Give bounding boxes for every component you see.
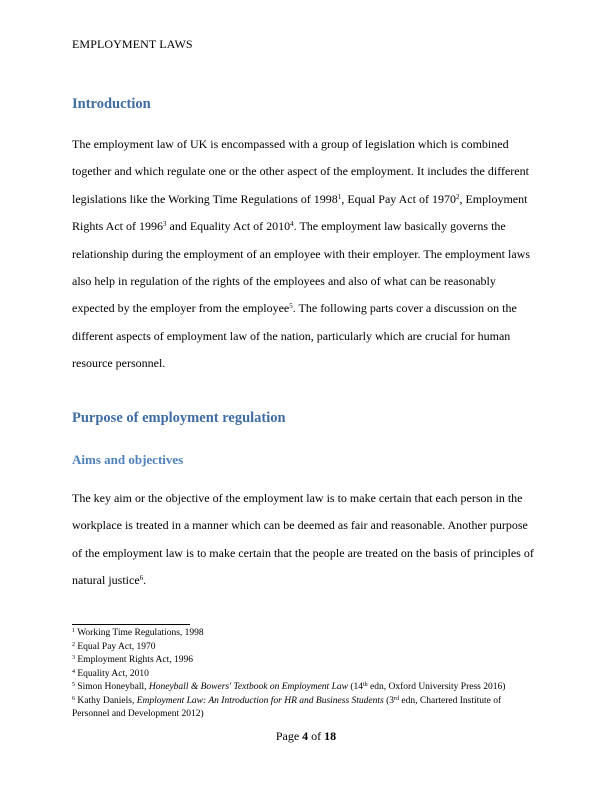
footnote-2: $^2$ Equal Pay Act, 1970 xyxy=(72,641,156,652)
footnote-5: $^5$ Simon Honeyball, Honeyball & Bowers' Textbook on Employment Law (14th edn, Oxford University Press 2016) xyxy=(72,682,506,692)
intro-line: Rights Act of 1996$^3$ and Equality Act of 2010$^4$. The employment law basically governs the xyxy=(72,219,506,234)
footnote-separator xyxy=(72,624,190,625)
section-heading-introduction: Introduction xyxy=(72,96,151,112)
intro-line: expected by the employer from the employee$^5$. The following parts cover a discussion on the xyxy=(72,301,517,316)
footnotes xyxy=(72,627,542,722)
footnote-ref: 2 xyxy=(455,192,460,201)
purpose-paragraph xyxy=(72,485,542,595)
section-heading-purpose: Purpose of employment regulation xyxy=(72,410,286,426)
purpose-line: natural justice$^6$. xyxy=(72,573,147,588)
footnote-3: $^3$ Employment Rights Act, 1996 xyxy=(72,655,193,665)
purpose-line: of the employment law is to make certain that the people are treated on the basis of principles of xyxy=(72,545,534,560)
page-number-footer: Page 4 of 18 xyxy=(275,729,337,743)
intro-line: different aspects of employment law of the nation, particularly which are crucial for human xyxy=(72,328,511,343)
intro-line: legislations like the Working Time Regulations of 1998$^1$, Equal Pay Act of 1970$^2$, Employment xyxy=(72,191,528,206)
footnote-6: $^6$ Kathy Daniels, Employment Law: An Introduction for HR and Business Students (3rd edn, Chartered Institute of xyxy=(72,695,502,706)
footnote-ref: 5 xyxy=(289,302,293,311)
running-header: EMPLOYMENT LAWS xyxy=(72,37,193,51)
purpose-line: The key aim or the objective of the employment law is to make certain that each person in the xyxy=(72,491,523,505)
intro-line: The employment law of UK is encompassed with a group of legislation which is combined xyxy=(72,137,509,151)
footnote-ref: 3 xyxy=(163,220,167,229)
intro-line: together and which regulate one or the other aspect of the employment. It includes the different xyxy=(72,164,529,179)
footnote-4: $^4$ Equality Act, 2010 xyxy=(72,668,149,679)
footnote-6-continued: Personnel and Development 2012) xyxy=(72,709,204,719)
footnote-ref: 1 xyxy=(337,192,342,201)
purpose-line: workplace is treated in a manner which can be deemed as fair and reasonable. Another purpose xyxy=(72,518,528,533)
subheading-aims-objectives: Aims and objectives xyxy=(72,452,184,467)
intro-paragraph xyxy=(72,131,542,378)
intro-line: also help in regulation of the rights of the employees and also of what can be reasonably xyxy=(72,273,496,288)
footnote-ref: 6 xyxy=(139,574,144,583)
footnote-ref: 4 xyxy=(290,220,294,229)
intro-line: relationship during the employment of an employee with their employer. The employment laws xyxy=(72,246,531,261)
intro-line: resource personnel. xyxy=(72,356,166,371)
footnote-1: $^1$ Working Time Regulations, 1998 xyxy=(72,628,204,638)
